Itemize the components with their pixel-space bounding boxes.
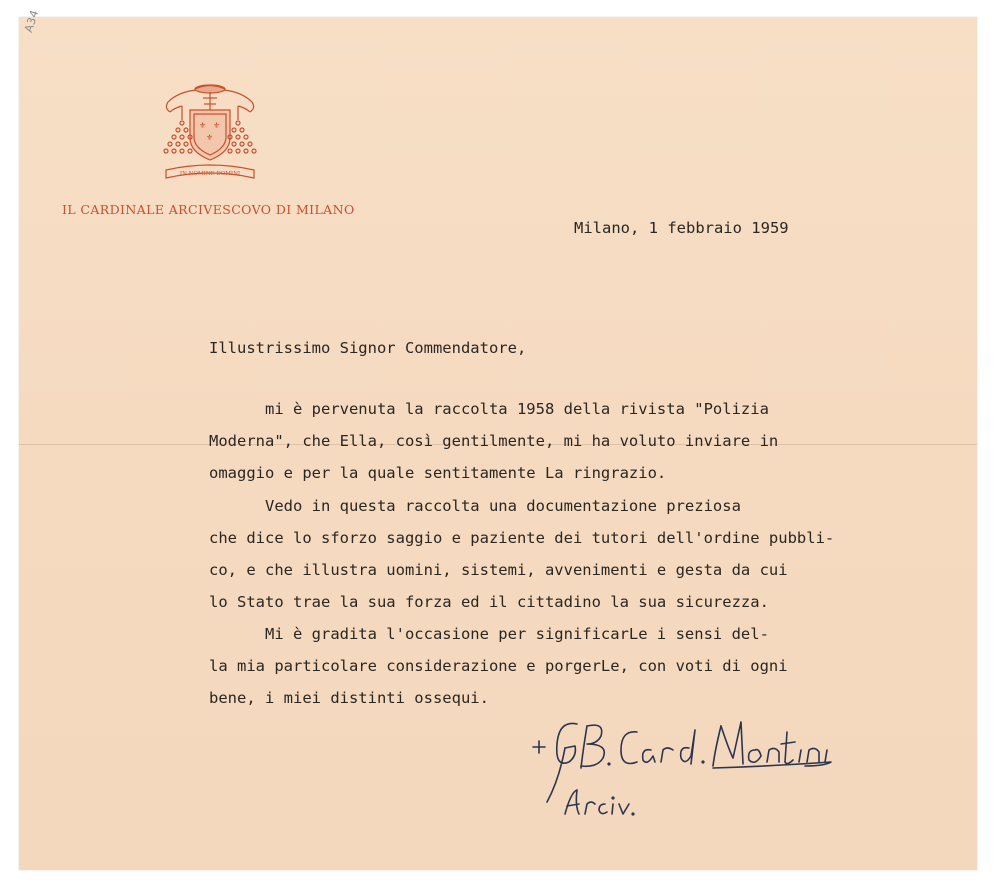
svg-text:⚜: ⚜ xyxy=(213,121,221,130)
body-line: che dice lo sforzo saggio e paziente dei tutori dell'ordine pubbli- xyxy=(209,529,835,547)
svg-text:⚜: ⚜ xyxy=(199,121,207,130)
svg-text:⚜: ⚜ xyxy=(206,133,214,142)
letterhead-title: IL CARDINALE ARCIVESCOVO DI MILANO xyxy=(62,202,355,217)
body-line: omaggio e per la quale sentitamente La ringrazio. xyxy=(209,464,667,482)
body-line: co, e che illustra uomini, sistemi, avvenimenti e gesta da cui xyxy=(209,561,788,579)
body-line: Vedo in questa raccolta una documentazione preziosa xyxy=(209,497,741,515)
letter-salutation: Illustrissimo Signor Commendatore, xyxy=(209,339,527,357)
handwritten-signature xyxy=(525,710,845,830)
body-line: la mia particolare considerazione e porgerLe, con voti di ogni xyxy=(209,657,788,675)
body-line: mi è pervenuta la raccolta 1958 della rivista "Polizia xyxy=(209,400,769,418)
crest-motto: IN NOMINE DOMINI xyxy=(179,171,241,177)
pencil-annotation: A34 xyxy=(22,8,42,35)
body-line: bene, i miei distinti ossequi. xyxy=(209,689,489,707)
body-line: lo Stato trae la sua forza ed il cittadino la sua sicurezza. xyxy=(209,593,769,611)
body-line: Moderna", che Ella, così gentilmente, mi ha voluto inviare in xyxy=(209,432,779,450)
body-line: Mi è gradita l'occasione per significarLe i sensi del- xyxy=(209,625,769,643)
letter-date: Milano, 1 febbraio 1959 xyxy=(574,219,789,237)
cardinal-crest-icon xyxy=(160,80,260,190)
